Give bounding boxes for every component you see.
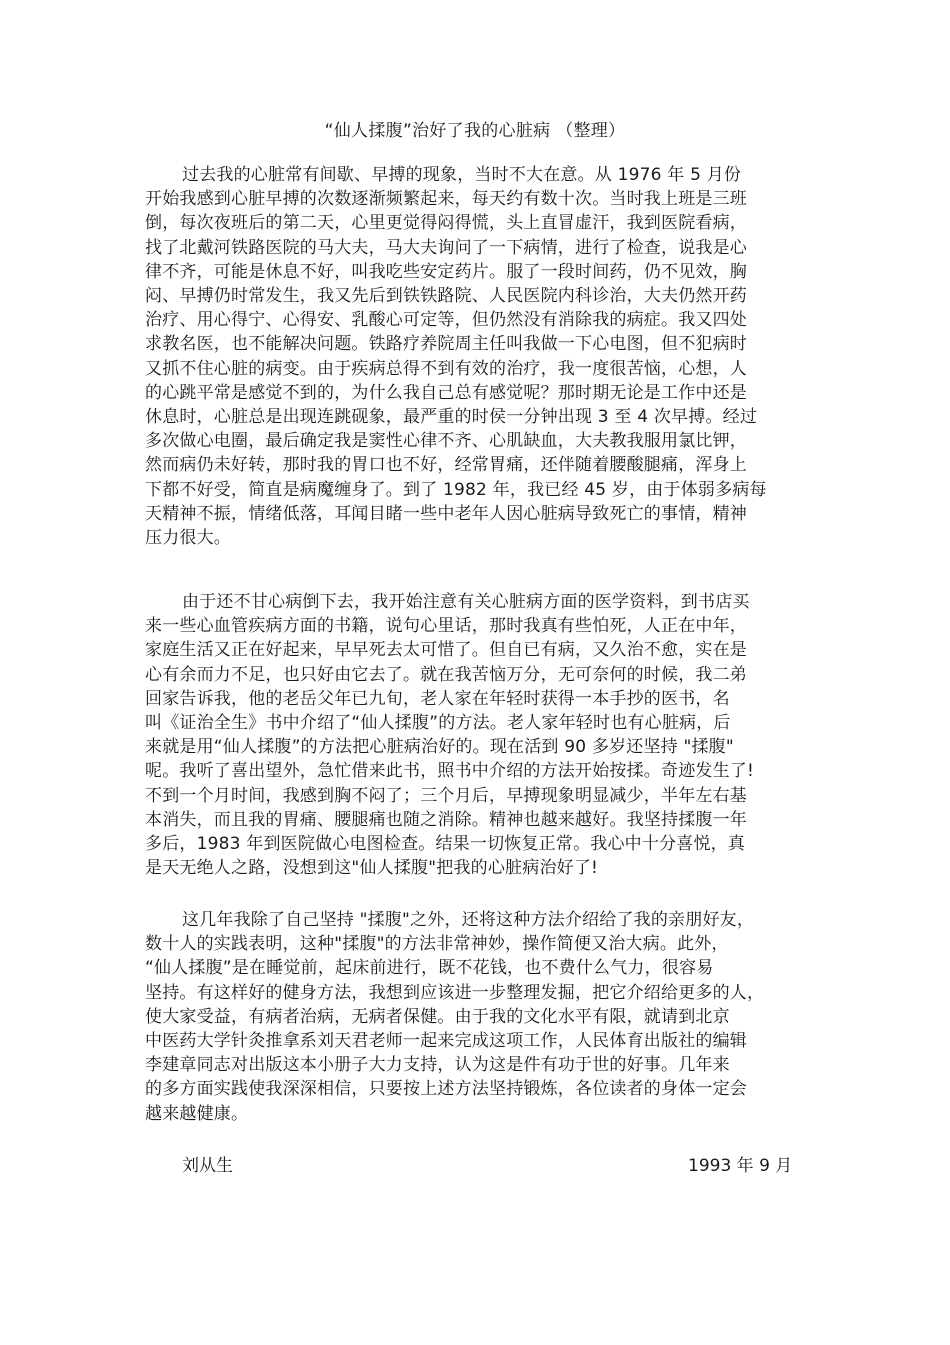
text-line: 又抓不住心脏的病变。由于疾病总得不到有效的治疗，我一度很苦恼，心想，人 xyxy=(145,358,747,379)
text-line: 心有余而力不足，也只好由它去了。就在我苦恼万分，无可奈何的时候，我二弟 xyxy=(145,664,747,685)
text-line: 求教名医，也不能解决问题。铁路疗养院周主任叫我做一下心电图，但不犯病时 xyxy=(145,334,747,355)
text-line: 由于还不甘心病倒下去，我开始注意有关心脏病方面的医学资料，到书店买 xyxy=(182,592,750,612)
text-line: 叫《证治全生》书中介绍了“仙人揉腹”的方法。老人家年轻时也有心脏病，后 xyxy=(145,713,731,733)
text-line: 数十人的实践表明，这种"揉腹"的方法非常神妙，操作简便又治大病。此外， xyxy=(145,934,729,955)
text-line: 多后，1983 年到医院做心电图检查。结果一切恢复正常。我心中十分喜悦，真 xyxy=(145,834,746,854)
text-line: 不到一个月时间，我感到胸不闷了；三个月后，早搏现象明显减少，半年左右基 xyxy=(145,785,747,806)
text-line: 开始我感到心脏早搏的次数逐渐频繁起来，每天约有数十次。当时我上班是三班 xyxy=(145,189,747,210)
text-line: 闷、早搏仍时常发生，我又先后到铁铁路院、人民医院内科诊治，大夫仍然开药 xyxy=(145,286,747,306)
text-line: 的多方面实践使我深深相信，只要按上述方法坚持锻炼，各位读者的身体一定会 xyxy=(145,1079,747,1100)
text-line: 天精神不振，情绪低落，耳闻目睹一些中老年人因心脏病导致死亡的事情，精神 xyxy=(145,503,747,524)
text-line: 越来越健康。 xyxy=(145,1103,249,1124)
text-line: 使大家受益，有病者治病，无病者保健。由于我的文化水平有限，就请到北京 xyxy=(145,1006,730,1027)
text-line: 过去我的心脏常有间歇、早搏的现象，当时不大在意。从 1976 年 5 月份 xyxy=(182,165,742,185)
text-line: 本消失，而且我的胃痛、腰腿痛也随之消除。精神也越来越好。我坚持揉腹一年 xyxy=(145,809,747,830)
document-date: 1993 年 9 月 xyxy=(688,1156,793,1176)
text-line: 回家告诉我，他的老岳父年已九旬，老人家在年轻时获得一本手抄的医书，名 xyxy=(145,688,730,709)
text-line: 家庭生活又正在好起来，早早死去太可惜了。但自已有病，又久治不愈，实在是 xyxy=(145,640,747,661)
text-line: 下都不好受，简直是病魔缠身了。到了 1982 年，我已经 45 岁，由于体弱多病每 xyxy=(145,479,767,500)
text-line: 是天无绝人之路，没想到这"仙人揉腹"把我的心脏病治好了! xyxy=(145,858,599,879)
text-line: 中医药大学针灸推拿系刘天君老师一起来完成这项工作，人民体育出版社的编辑 xyxy=(145,1031,747,1051)
text-line: 来一些心血管疾病方面的书籍，说句心里话，那时我真有些怕死，人正在中年， xyxy=(145,616,747,637)
text-line: 压力很大。 xyxy=(145,528,231,548)
author-signature: 刘从生 xyxy=(182,1156,233,1176)
text-line: 然而病仍未好转，那时我的胃口也不好，经常胃痛，还伴随着腰酸腿痛，浑身上 xyxy=(145,455,747,476)
text-line: 休息时，心脏总是出现连跳砚象，最严重的时侯一分钟出现 3 至 4 次早搏。经过 xyxy=(145,407,758,427)
text-line: 李建章同志对出版这本小册子大力支持，认为这是件有功于世的好事。几年来 xyxy=(145,1055,730,1076)
text-line: 的心跳平常是感觉不到的，为什么我自己总有感觉呢？那时期无论是工作中还是 xyxy=(145,382,747,403)
text-line: 呢。我听了喜出望外，急忙借来此书，照书中介绍的方法开始按揉。奇迹发生了! xyxy=(145,761,755,782)
document-title: “仙人揉腹”治好了我的心脏病 （整理） xyxy=(324,121,626,141)
text-line: 律不齐，可能是休息不好，叫我吃些安定药片。服了一段时间药，仍不见效，胸 xyxy=(145,261,747,282)
text-line: “仙人揉腹”是在睡觉前，起床前进行，既不花钱，也不费什么气力，很容易 xyxy=(145,958,714,979)
text-line: 坚持。有这样好的健身方法，我想到应该进一步整理发掘，把它介绍给更多的人， xyxy=(145,982,765,1003)
text-line: 倒，每次夜班后的第二天，心里更觉得闷得慌，头上直冒虚汗，我到医院看病， xyxy=(145,213,747,234)
text-line: 找了北戴河铁路医院的马大夫，马大夫询问了一下病情，进行了检查，说我是心 xyxy=(145,237,747,258)
text-line: 这几年我除了自己坚持 "揉腹"之外，还将这种方法介绍给了我的亲朋好友， xyxy=(182,910,755,930)
text-line: 治疗、用心得宁、心得安、乳酸心可定等，但仍然没有消除我的病症。我又四处 xyxy=(145,310,747,331)
text-line: 多次做心电圈，最后确定我是窦性心律不齐、心肌缺血，大夫教我服用氯比钾， xyxy=(145,431,747,452)
text-line: 来就是用“仙人揉腹”的方法把心脏病治好的。现在活到 90 多岁还坚持 "揉腹" xyxy=(145,737,734,758)
